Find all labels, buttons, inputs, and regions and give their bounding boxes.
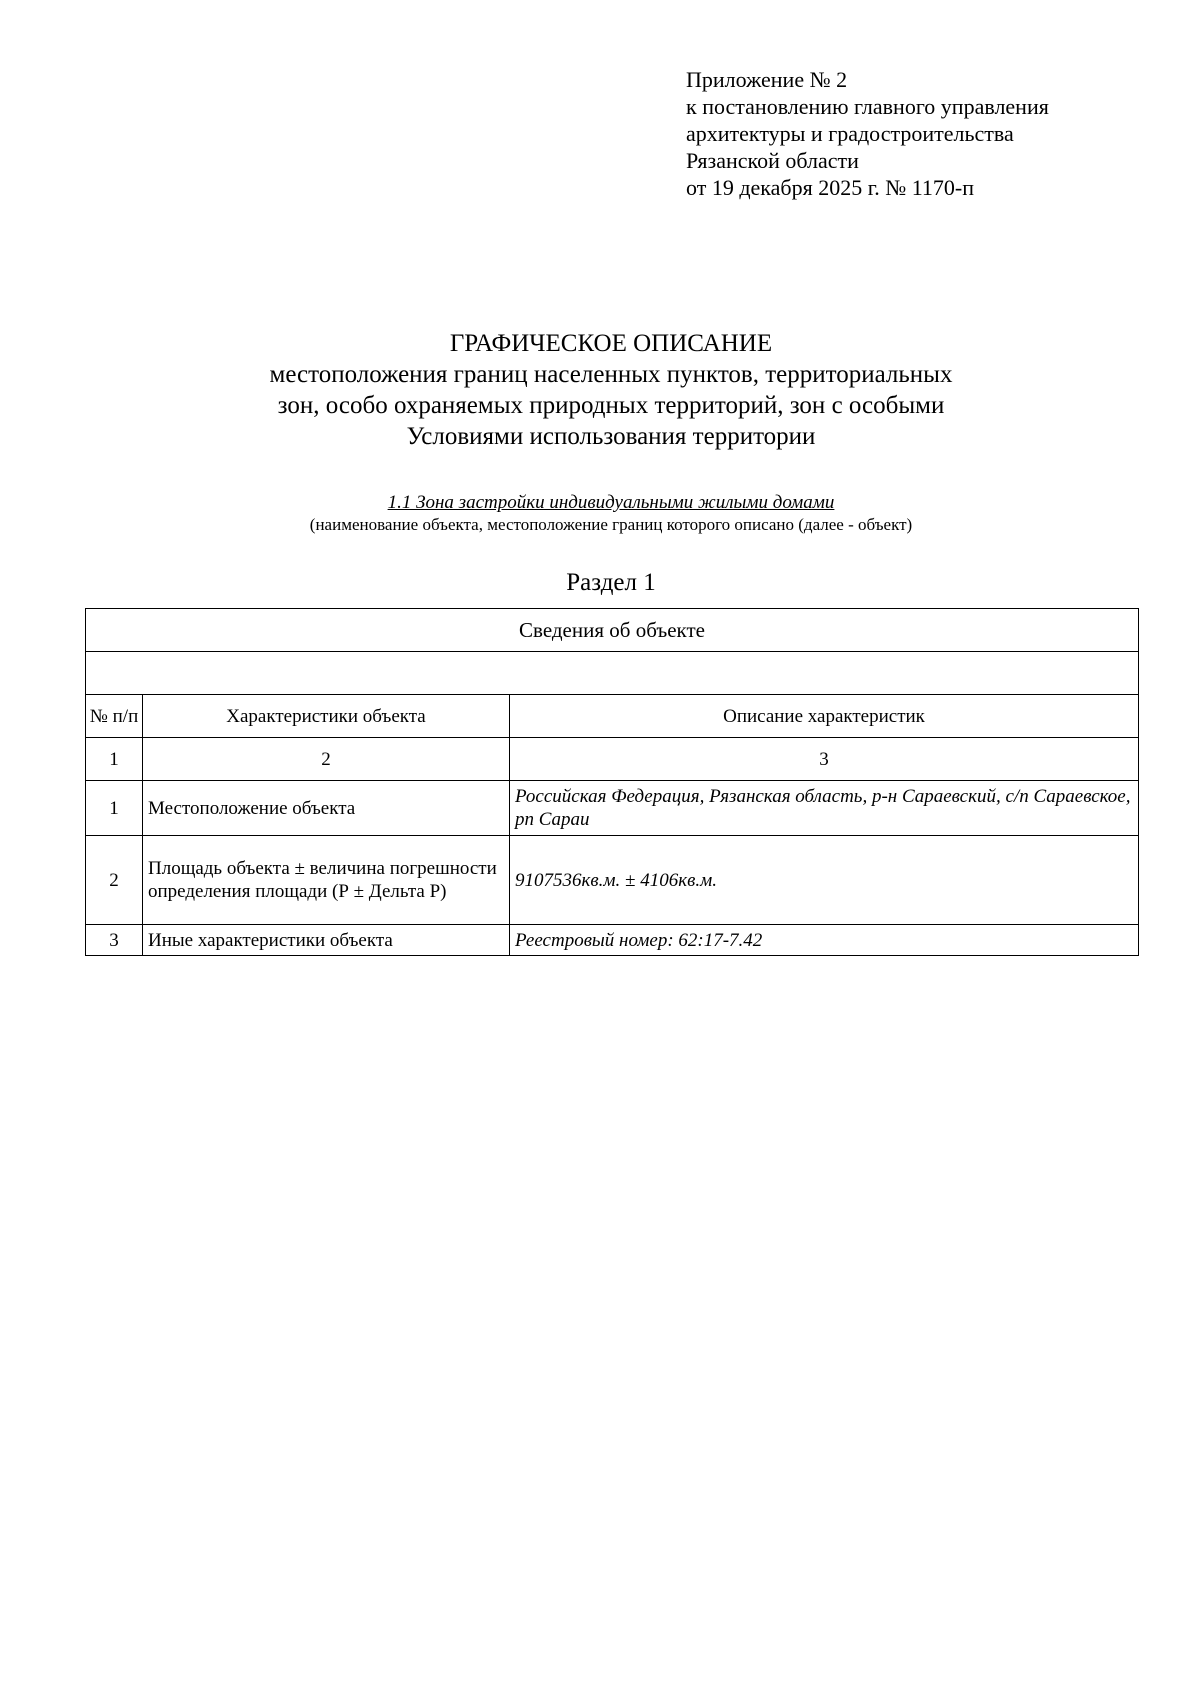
appendix-block (686, 66, 1049, 201)
appendix-line-2: к постановлению главного управления (686, 94, 1049, 119)
row-characteristic: Иные характеристики объекта (143, 925, 510, 956)
appendix-line-3: архитектуры и градостроительства (686, 121, 1014, 146)
column-number-1: 1 (86, 738, 143, 781)
table-row (86, 925, 1139, 956)
row-characteristic: Местоположение объекта (143, 781, 510, 836)
table-empty-row (86, 652, 1139, 695)
row-num: 1 (86, 781, 143, 836)
row-description: Российская Федерация, Рязанская область, р-н Сараевский, с/п Сараевское, рп Сараи (510, 781, 1139, 836)
title-line-3: зон, особо охраняемых природных территорий, зон с особыми (277, 392, 945, 419)
table-header-row (86, 695, 1139, 738)
header-characteristic: Характеристики объекта (143, 695, 510, 738)
column-number-3: 3 (510, 738, 1139, 781)
row-num: 2 (86, 836, 143, 925)
table-row (86, 781, 1139, 836)
table-row (86, 836, 1139, 925)
table-empty-cell (86, 652, 1139, 695)
object-caption: (наименование объекта, местоположение границ которого описано (далее - объект) (309, 515, 913, 534)
title-line-2: местоположения границ населенных пунктов, территориальных (269, 361, 953, 388)
document-title (0, 328, 1200, 452)
appendix-line-1: Приложение № 2 (686, 67, 848, 92)
object-info-table (85, 608, 1139, 956)
title-line-1: ГРАФИЧЕСКОЕ ОПИСАНИЕ (449, 330, 773, 357)
appendix-line-4: Рязанской области (686, 148, 859, 173)
row-num: 3 (86, 925, 143, 956)
title-line-4: Условиями использования территории (406, 423, 816, 450)
table-caption-row (86, 609, 1139, 652)
row-description: 9107536кв.м. ± 4106кв.м. (510, 836, 1139, 925)
column-number-2: 2 (143, 738, 510, 781)
row-characteristic: Площадь объекта ± величина погрешности определения площади (Р ± Дельта Р) (143, 836, 510, 925)
table-column-numbers-row (86, 738, 1139, 781)
table-caption: Сведения об объекте (86, 609, 1139, 652)
section-title: Раздел 1 (566, 569, 656, 596)
object-name: 1.1 Зона застройки индивидуальными жилыми домами (387, 492, 835, 513)
header-description: Описание характеристик (510, 695, 1139, 738)
header-num: № п/п (86, 695, 143, 738)
appendix-line-5: от 19 декабря 2025 г. № 1170-п (686, 175, 975, 200)
row-description: Реестровый номер: 62:17-7.42 (510, 925, 1139, 956)
